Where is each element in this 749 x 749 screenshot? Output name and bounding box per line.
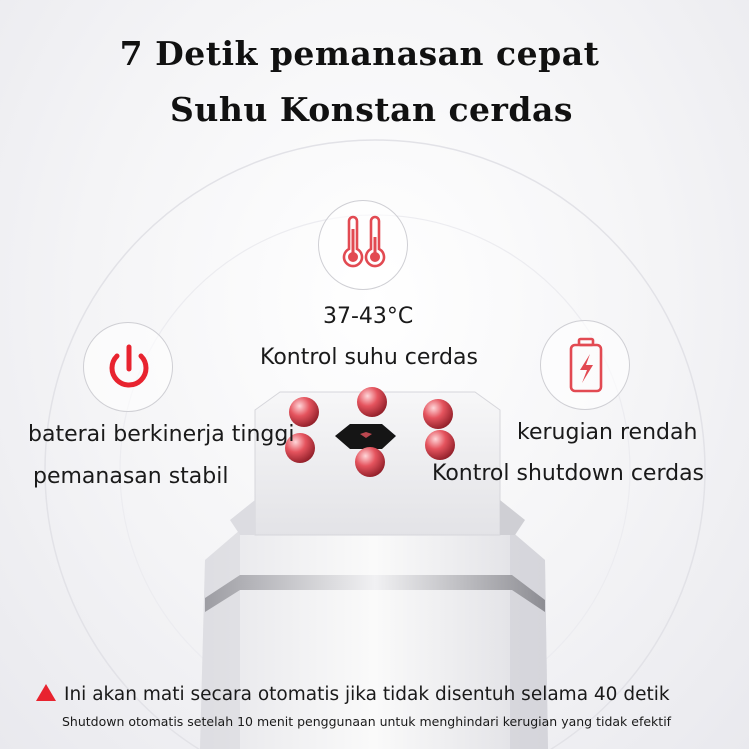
warning-triangle-icon <box>36 684 56 701</box>
auto-off-warning-text: Ini akan mati secara otomatis jika tidak disentuh selama 40 detik <box>64 684 670 705</box>
temperature-icon-badge <box>318 200 408 290</box>
battery-caption-2: Kontrol shutdown cerdas <box>432 461 705 486</box>
power-caption-2: pemanasan stabil <box>33 464 229 489</box>
battery-icon-badge <box>540 320 630 410</box>
power-icon <box>84 323 174 413</box>
power-icon-badge <box>83 322 173 412</box>
temperature-caption: Kontrol suhu cerdas <box>260 345 478 370</box>
power-caption-1: baterai berkinerja tinggi <box>28 422 295 447</box>
battery-caption-1: kerugian rendah <box>517 420 698 445</box>
auto-off-warning <box>36 684 670 705</box>
shutdown-note: Shutdown otomatis setelah 10 menit penggunaan untuk menghindari kerugian yang tidak efektif <box>62 714 672 729</box>
battery-charging-icon <box>541 321 631 411</box>
headline-line-2: Suhu Konstan cerdas <box>170 90 573 129</box>
temperature-range: 37-43°C <box>323 304 414 329</box>
thermometer-icon <box>319 201 409 291</box>
headline-line-1: 7 Detik pemanasan cepat <box>119 34 600 73</box>
